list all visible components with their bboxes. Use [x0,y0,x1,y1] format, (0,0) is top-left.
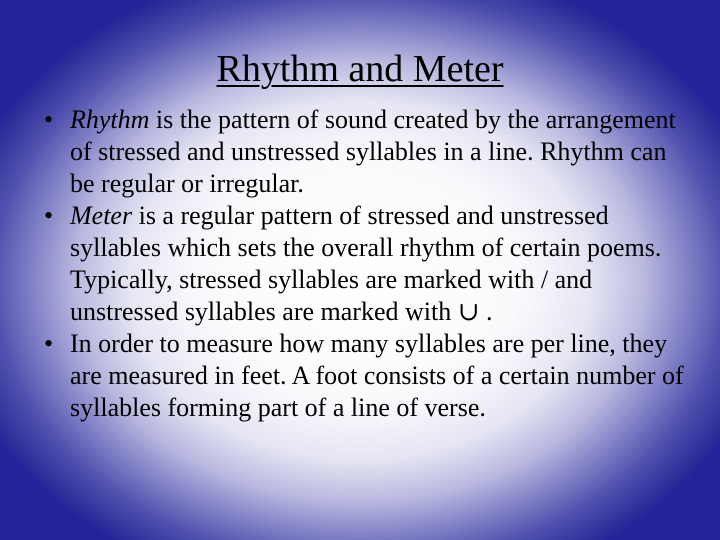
bullet-item-rhythm [44,104,684,200]
bullet-item-feet [44,328,684,424]
bullet-marker: • [44,105,54,134]
bullet-item-meter [44,200,684,328]
bullet-list [44,104,684,424]
bullet-term: Meter [70,201,133,230]
bullet-text: is a regular pattern of stressed and unstressed syllables which sets the overall rhythm of certain poems. Typically, stressed syllables are marked with / and unstressed syllables are marked with ∪ . [70,201,662,326]
bullet-term: Rhythm [70,105,150,134]
bullet-text: is the pattern of sound created by the arrangement of stressed and unstressed syllables in a line. Rhythm can be regular or irregular. [70,105,676,198]
bullet-marker: • [44,201,54,230]
bullet-marker: • [44,329,54,358]
slide-title [0,46,720,92]
bullet-text: In order to measure how many syllables are per line, they are measured in feet. A foot consists of a certain number of syllables forming part of a line of verse. [70,329,684,422]
slide-title-text: Rhythm and Meter [216,48,504,90]
